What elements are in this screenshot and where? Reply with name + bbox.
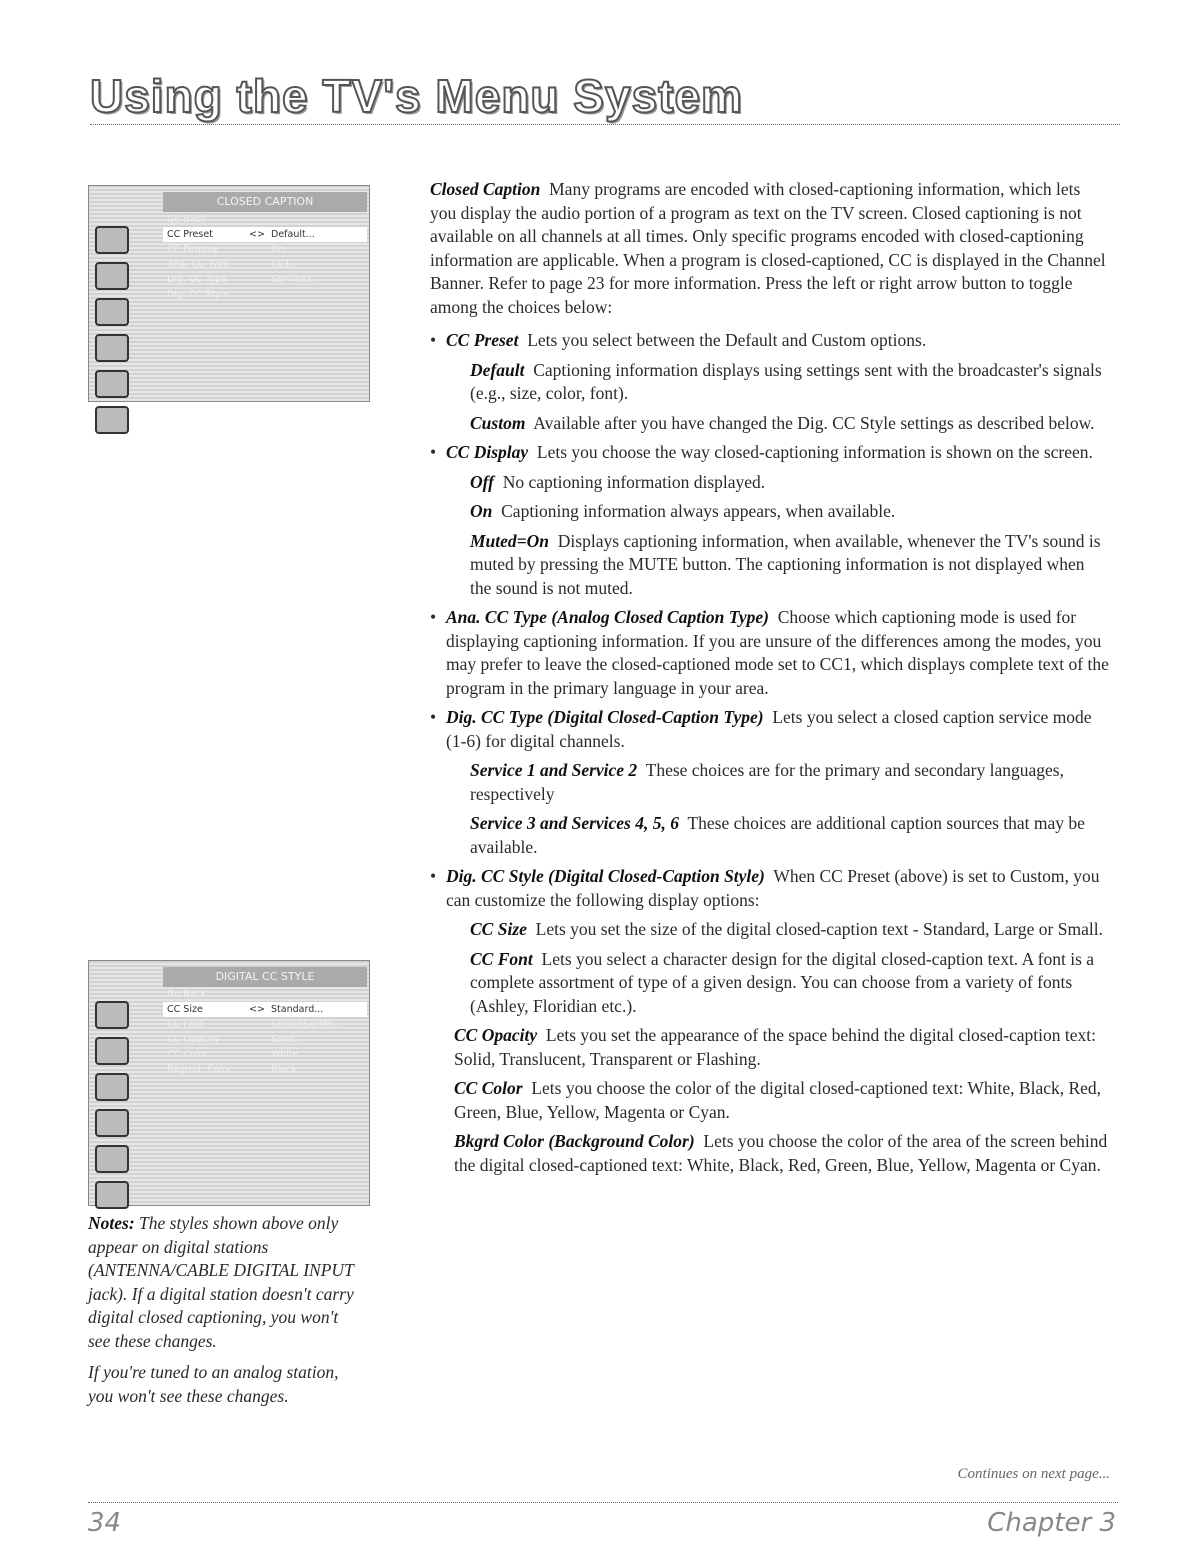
- setup-menu-icon: [95, 406, 129, 434]
- closed-caption-menu-screenshot: [88, 185, 370, 402]
- audio-menu-icon: [95, 298, 129, 326]
- menu-row-cc-color: CC Color White...: [167, 1049, 308, 1060]
- page-header: [90, 70, 1120, 122]
- cc-opacity-item: CC Opacity Lets you set the appearance of the space behind the digital closed-caption text: Solid, Translucent, Transparent or Flashing.: [454, 1025, 1096, 1069]
- clock-menu-icon: [95, 1145, 129, 1173]
- menu-row-dig-cc-type: Dig. CC Type Service1...: [167, 274, 322, 285]
- menu-row-bkgrnd-color: Bkgrnd. Color Black...: [167, 1064, 306, 1075]
- menu-row-go-back: Go Back: [167, 989, 207, 1000]
- picture-menu-icon: [95, 262, 129, 290]
- menu-row-dig-cc-style: Dig. CC Style ...: [167, 289, 281, 300]
- custom-item: Custom Available after you have changed the Dig. CC Style settings as described below.: [470, 412, 1095, 433]
- audio-menu-icon: [95, 1073, 129, 1101]
- continues-note: Continues on next page...: [957, 1466, 1110, 1482]
- menu-title: DIGITAL CC STYLE: [163, 967, 367, 987]
- page-title: Using the TV's Menu System: [90, 70, 743, 122]
- parental-menu-icon: [95, 1109, 129, 1137]
- on-item: On Captioning information always appears, when available.: [470, 501, 896, 521]
- menu-icon-column: [95, 226, 135, 442]
- picture-menu-icon: [95, 1037, 129, 1065]
- menu-icon-column: [95, 1001, 135, 1217]
- menu-row-cc-display: CC Display On...: [167, 244, 294, 255]
- chapter-label: Chapter 3: [987, 1508, 1116, 1538]
- footer-divider: [88, 1502, 1118, 1503]
- menu-row-cc-font: CC Font ScreenSerMn...: [167, 1019, 343, 1030]
- dig-cc-style-item: • Dig. CC Style (Digital Closed-Caption Style) When CC Preset (above) is set to Custom, you can customize the following display options:: [430, 865, 1110, 912]
- menu-title: CLOSED CAPTION: [163, 192, 367, 212]
- cc-font-item: CC Font Lets you select a character design for the digital closed-caption text. A font is a complete assortment of type of a given design. You can choose from a variety of fonts (Ashley, Floridian etc.).: [470, 948, 1095, 1016]
- menu-row-ana-cc-type: Ana. CC Type CC1...: [167, 259, 300, 270]
- tv-menu-icon: [95, 1001, 129, 1029]
- cc-display-item: • CC Display Lets you choose the way closed-captioning information is shown on the screen.: [430, 441, 1110, 465]
- cc-color-item: CC Color Lets you choose the color of the digital closed-captioned text: White, Black, Red, Green, Blue, Yellow, Magenta or Cyan.: [454, 1078, 1102, 1122]
- header-divider: [90, 124, 1120, 125]
- clock-menu-icon: [95, 370, 129, 398]
- parental-menu-icon: [95, 334, 129, 362]
- muted-on-item: Muted=On Displays captioning information, when available, whenever the TV's sound is muted by pressing the MUTE button. The captioning information is not displayed when the sound is not muted.: [470, 530, 1101, 598]
- setup-menu-icon: [95, 1181, 129, 1209]
- tv-menu-icon: [95, 226, 129, 254]
- menu-panel: [163, 967, 367, 1203]
- notes-sidebar: [88, 1212, 358, 1408]
- off-item: Off No captioning information displayed.: [470, 471, 766, 492]
- note-2: If you're tuned to an analog station, you won't see these changes.: [88, 1362, 339, 1406]
- menu-row-cc-opacity: CC Opacity Solid...: [167, 1034, 304, 1045]
- cc-size-item: CC Size Lets you set the size of the digital closed-caption text - Standard, Large or Small.: [470, 919, 1103, 939]
- digital-cc-style-menu-screenshot: [88, 960, 370, 1206]
- main-text-column: [430, 178, 1110, 1177]
- page-number: 34: [88, 1508, 122, 1538]
- service-1-2-item: Service 1 and Service 2 These choices are for the primary and secondary languages, respectively: [470, 760, 1064, 804]
- menu-row-cc-size: CC Size <> Standard...: [163, 1002, 367, 1017]
- dig-cc-type-item: • Dig. CC Type (Digital Closed-Caption Type) Lets you select a closed caption service mode (1-6) for digital channels.: [430, 706, 1110, 753]
- service-3-6-item: Service 3 and Services 4, 5, 6 These choices are additional caption sources that may be available.: [470, 813, 1085, 857]
- default-item: Default Captioning information displays using settings sent with the broadcaster's signals (e.g., size, color, font).: [470, 359, 1102, 403]
- intro-paragraph: Closed Caption Many programs are encoded with closed-captioning information, which lets you display the audio portion of a program as text on the TV screen. Closed captioning is not available on all channels at all times. Only specific programs encoded with closed-captioning information are applicable. When a program is closed-captioned, CC is displayed in the Channel Banner. Refer to page 23 for more information. Press the left or right arrow button to toggle among the choices below:: [430, 179, 1106, 317]
- menu-row-go-back: Go Back: [167, 214, 207, 225]
- note-1: Notes: The styles shown above only appear on digital stations (ANTENNA/CABLE DIGITAL INPUT jack). If a digital station doesn't carry digital closed captioning, you won't see these changes.: [88, 1213, 354, 1351]
- ana-cc-type-item: • Ana. CC Type (Analog Closed Caption Type) Choose which captioning mode is used for displaying captioning information. If you are unsure of the differences among the modes, you may prefer to leave the closed-captioned mode set to CC1, which displays complete text of the program in the primary language in your area.: [430, 606, 1110, 700]
- bkgrd-color-item: Bkgrd Color (Background Color) Lets you choose the color of the area of the screen behind the digital closed-captioned text: White, Black, Red, Green, Blue, Yellow, Magenta or Cyan.: [454, 1131, 1108, 1175]
- menu-row-cc-preset: CC Preset <> Default...: [163, 227, 367, 242]
- menu-panel: [163, 192, 367, 399]
- cc-preset-item: • CC Preset Lets you select between the Default and Custom options.: [430, 329, 1110, 353]
